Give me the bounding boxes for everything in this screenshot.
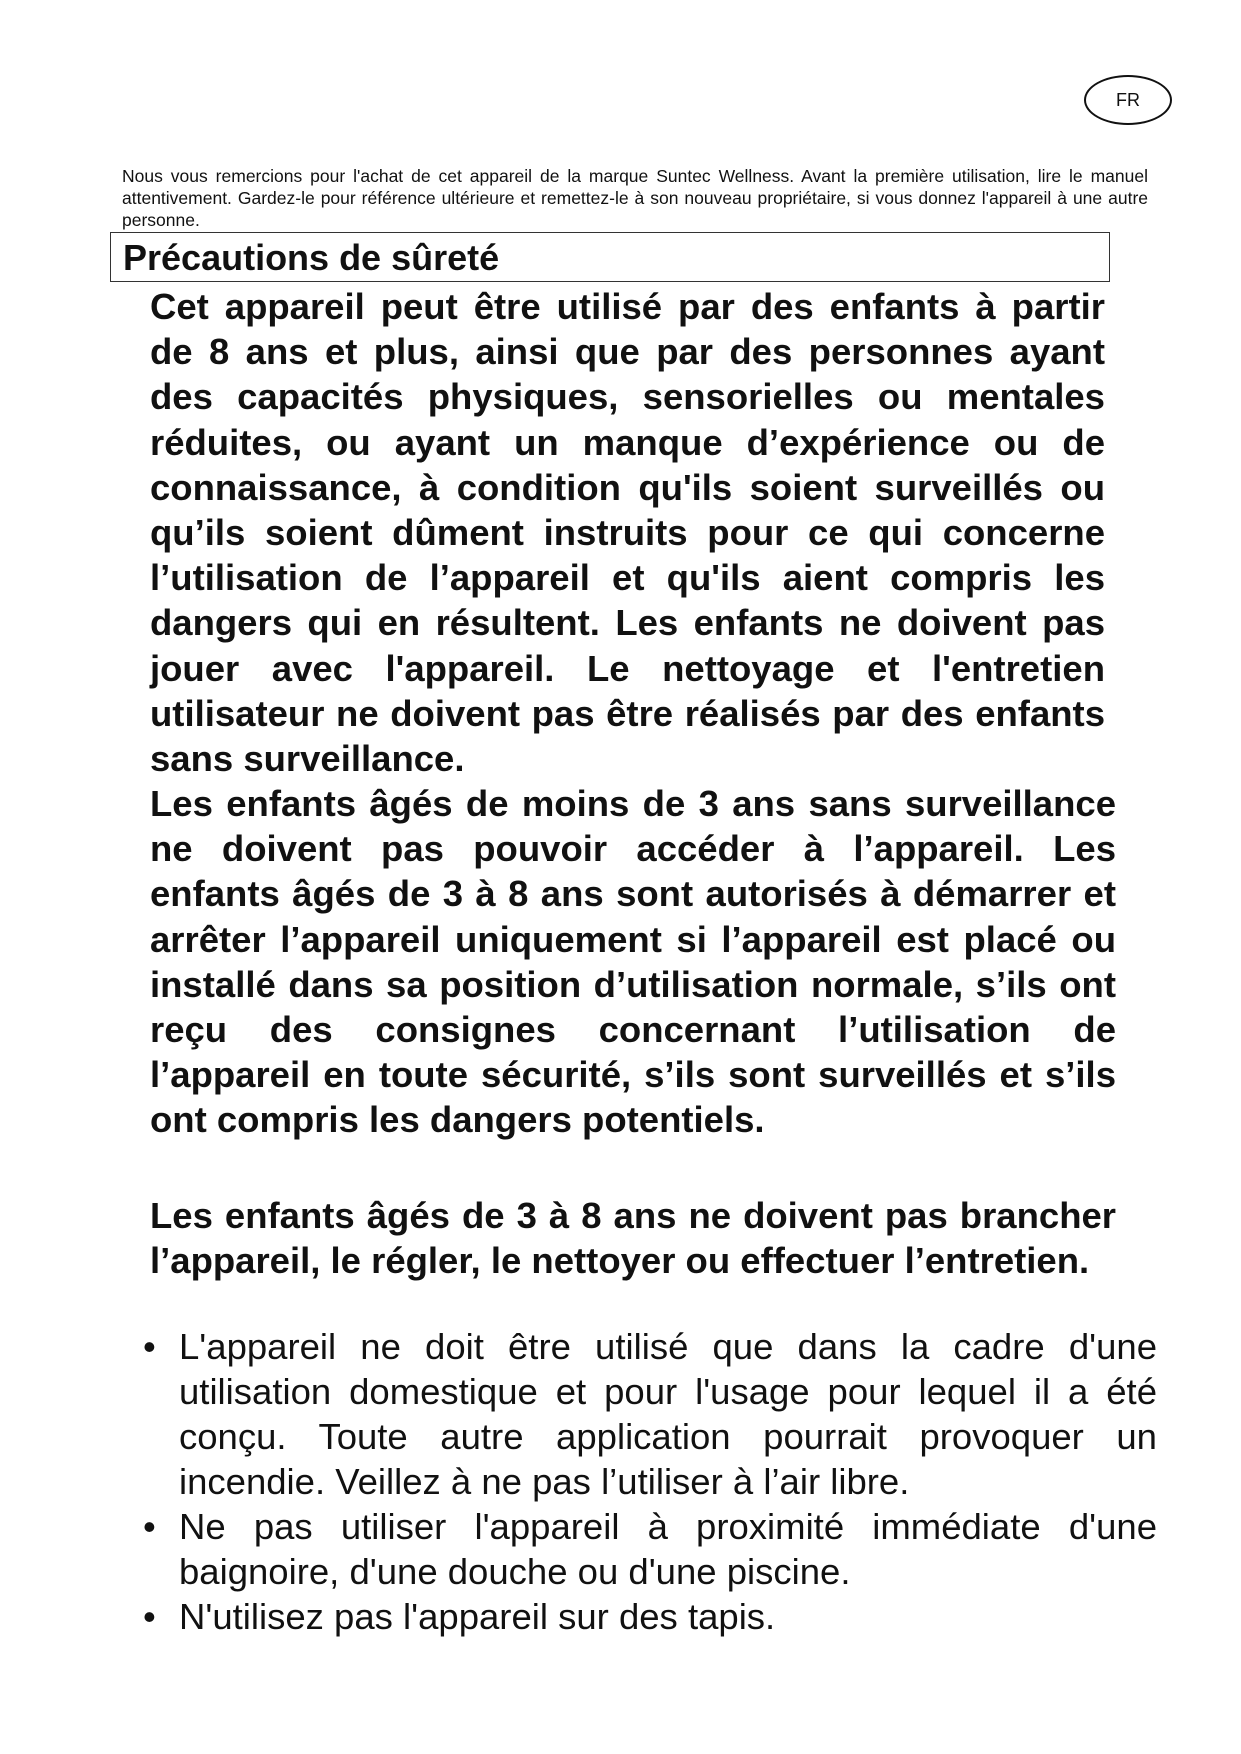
list-item (137, 1504, 1157, 1594)
list-item-text: L'appareil ne doit être utilisé que dans la cadre d'une utilisation domestique et pour l'usage pour lequel il a été conçu. Toute autre application pourrait provoquer un incendie. Veillez à ne pas l’utiliser à l’air libre. (179, 1326, 1157, 1502)
bullet-icon: • (143, 1596, 156, 1637)
warning-paragraph: Les enfants âgés de 3 à 8 ans ne doivent pas brancher l’appareil, le régler, le nettoyer ou effectuer l’entretien. (150, 1195, 1116, 1282)
intro-paragraph: Nous vous remercions pour l'achat de cet appareil de la marque Suntec Wellness. Avant la première utilisation, lire le manuel attentivement. Gardez-le pour référence ultérieure et remettez-le à son nouveau propriétaire, si vous donnez l'appareil à une autre personne. (122, 166, 1148, 230)
list-item (137, 1324, 1157, 1504)
list-item (137, 1594, 1157, 1639)
language-badge: FR (1084, 75, 1172, 125)
section-title: Précautions de sûreté (123, 237, 500, 278)
list-item-text: Ne pas utiliser l'appareil à proximité immédiate d'une baignoire, d'une douche ou d'une piscine. (179, 1506, 1157, 1592)
bullet-icon: • (143, 1506, 156, 1547)
section-header-box (110, 232, 1110, 282)
warning-paragraph: Cet appareil peut être utilisé par des enfants à partir de 8 ans et plus, ainsi que par des personnes ayant des capacités physiques, sensorielles ou mentales réduites, ou ayant un manque d’expérience ou de connaissance, à condition qu'ils soient surveillés ou qu’ils soient dûment instruits pour ce qui concerne l’utilisation de l’appareil et qu'ils aient compris les dangers qui en résultent. Les enfants ne doivent pas jouer avec l'appareil. Le nettoyage et l'entretien utilisateur ne doivent pas être réalisés par des enfants sans surveillance. (150, 286, 1105, 780)
list-item-text: N'utilisez pas l'appareil sur des tapis. (179, 1596, 776, 1637)
warning-paragraph: Les enfants âgés de moins de 3 ans sans surveillance ne doivent pas pouvoir accéder à l’appareil. Les enfants âgés de 3 à 8 ans sont autorisés à démarrer et arrêter l’appareil uniquement si l’appareil est placé ou installé dans sa position d’utilisation normale, s’ils ont reçu des consignes concernant l’utilisation de l’appareil en toute sécurité, s’ils sont surveillés et s’ils ont compris les dangers potentiels. (150, 783, 1116, 1141)
bullet-icon: • (143, 1326, 156, 1367)
precautions-list (137, 1324, 1157, 1639)
